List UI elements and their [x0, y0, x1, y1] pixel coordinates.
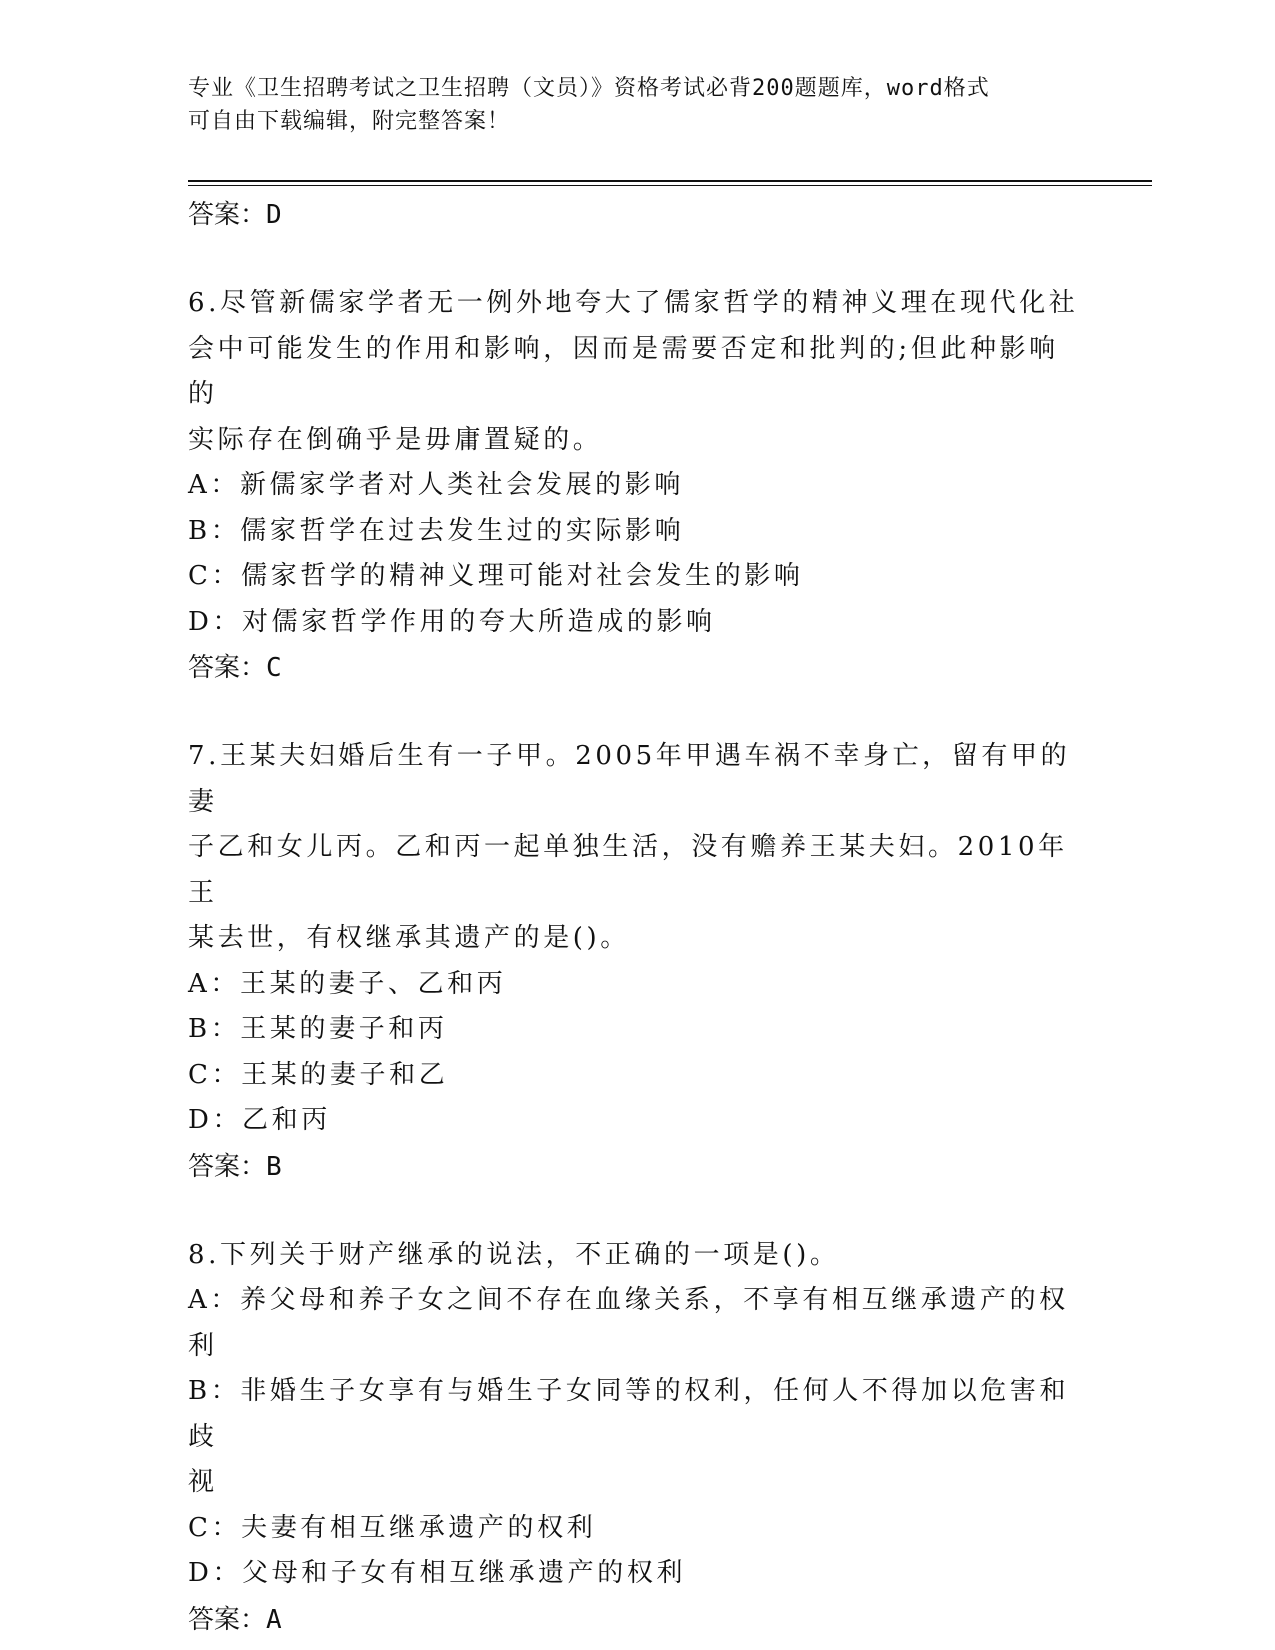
answer-line: 答案：D	[188, 200, 282, 230]
question-stem-line: 7.王某夫妇婚后生有一子甲。2005年甲遇车祸不幸身亡，留有甲的妻	[188, 741, 1071, 817]
question-stem-line: 6.尽管新儒家学者无一例外地夸大了儒家哲学的精神义理在现代化社	[188, 288, 1079, 318]
document-header	[188, 72, 1068, 138]
question-list	[188, 192, 1088, 1643]
answer-line: 答案：C	[188, 653, 282, 683]
header-line-2: 可自由下载编辑，附完整答案！	[188, 109, 511, 134]
header-line-1: 专业《卫生招聘考试之卫生招聘（文员）》资格考试必背200题题库，word格式	[188, 76, 990, 101]
question-stem-line: 子乙和女儿丙。乙和丙一起单独生活，没有赡养王某夫妇。2010年王	[188, 832, 1068, 908]
option-b: B：非婚生子女享有与婚生子女同等的权利，任何人不得加以危害和歧	[188, 1376, 1070, 1452]
option-c: C：王某的妻子和乙	[188, 1059, 449, 1090]
question-stem-line: 某去世，有权继承其遗产的是()。	[188, 923, 630, 953]
option-d: D：乙和丙	[188, 1105, 331, 1135]
option-d: D：父母和子女有相互继承遗产的权利	[188, 1558, 687, 1588]
option-d: D：对儒家哲学作用的夸大所造成的影响	[188, 606, 716, 637]
question-block-7	[188, 734, 1088, 1190]
option-b-continued: 视	[188, 1467, 218, 1497]
option-a: A：新儒家学者对人类社会发展的影响	[188, 470, 684, 500]
question-block-6	[188, 281, 1088, 691]
option-b: B：儒家哲学在过去发生过的实际影响	[188, 515, 685, 546]
option-a: A：王某的妻子、乙和丙	[188, 968, 507, 999]
option-c: C：儒家哲学的精神义理可能对社会发生的影响	[188, 561, 804, 591]
question-stem-line: 会中可能发生的作用和影响，因而是需要否定和批判的;但此种影响的	[188, 333, 1059, 409]
option-b: B：王某的妻子和丙	[188, 1014, 448, 1044]
option-a: A：养父母和养子女之间不存在血缘关系，不享有相互继承遗产的权利	[188, 1285, 1069, 1361]
answer-line: 答案：B	[188, 1151, 282, 1182]
question-stem-line: 8.下列关于财产继承的说法，不正确的一项是()。	[188, 1239, 840, 1270]
answer-line: 答案：A	[188, 1604, 282, 1635]
option-c: C：夫妻有相互继承遗产的权利	[188, 1512, 597, 1543]
header-rule-thin	[188, 185, 1152, 186]
question-block-8	[188, 1233, 1088, 1643]
question-stem-line: 实际存在倒确乎是毋庸置疑的。	[188, 424, 603, 455]
header-rule-thick	[188, 180, 1152, 182]
